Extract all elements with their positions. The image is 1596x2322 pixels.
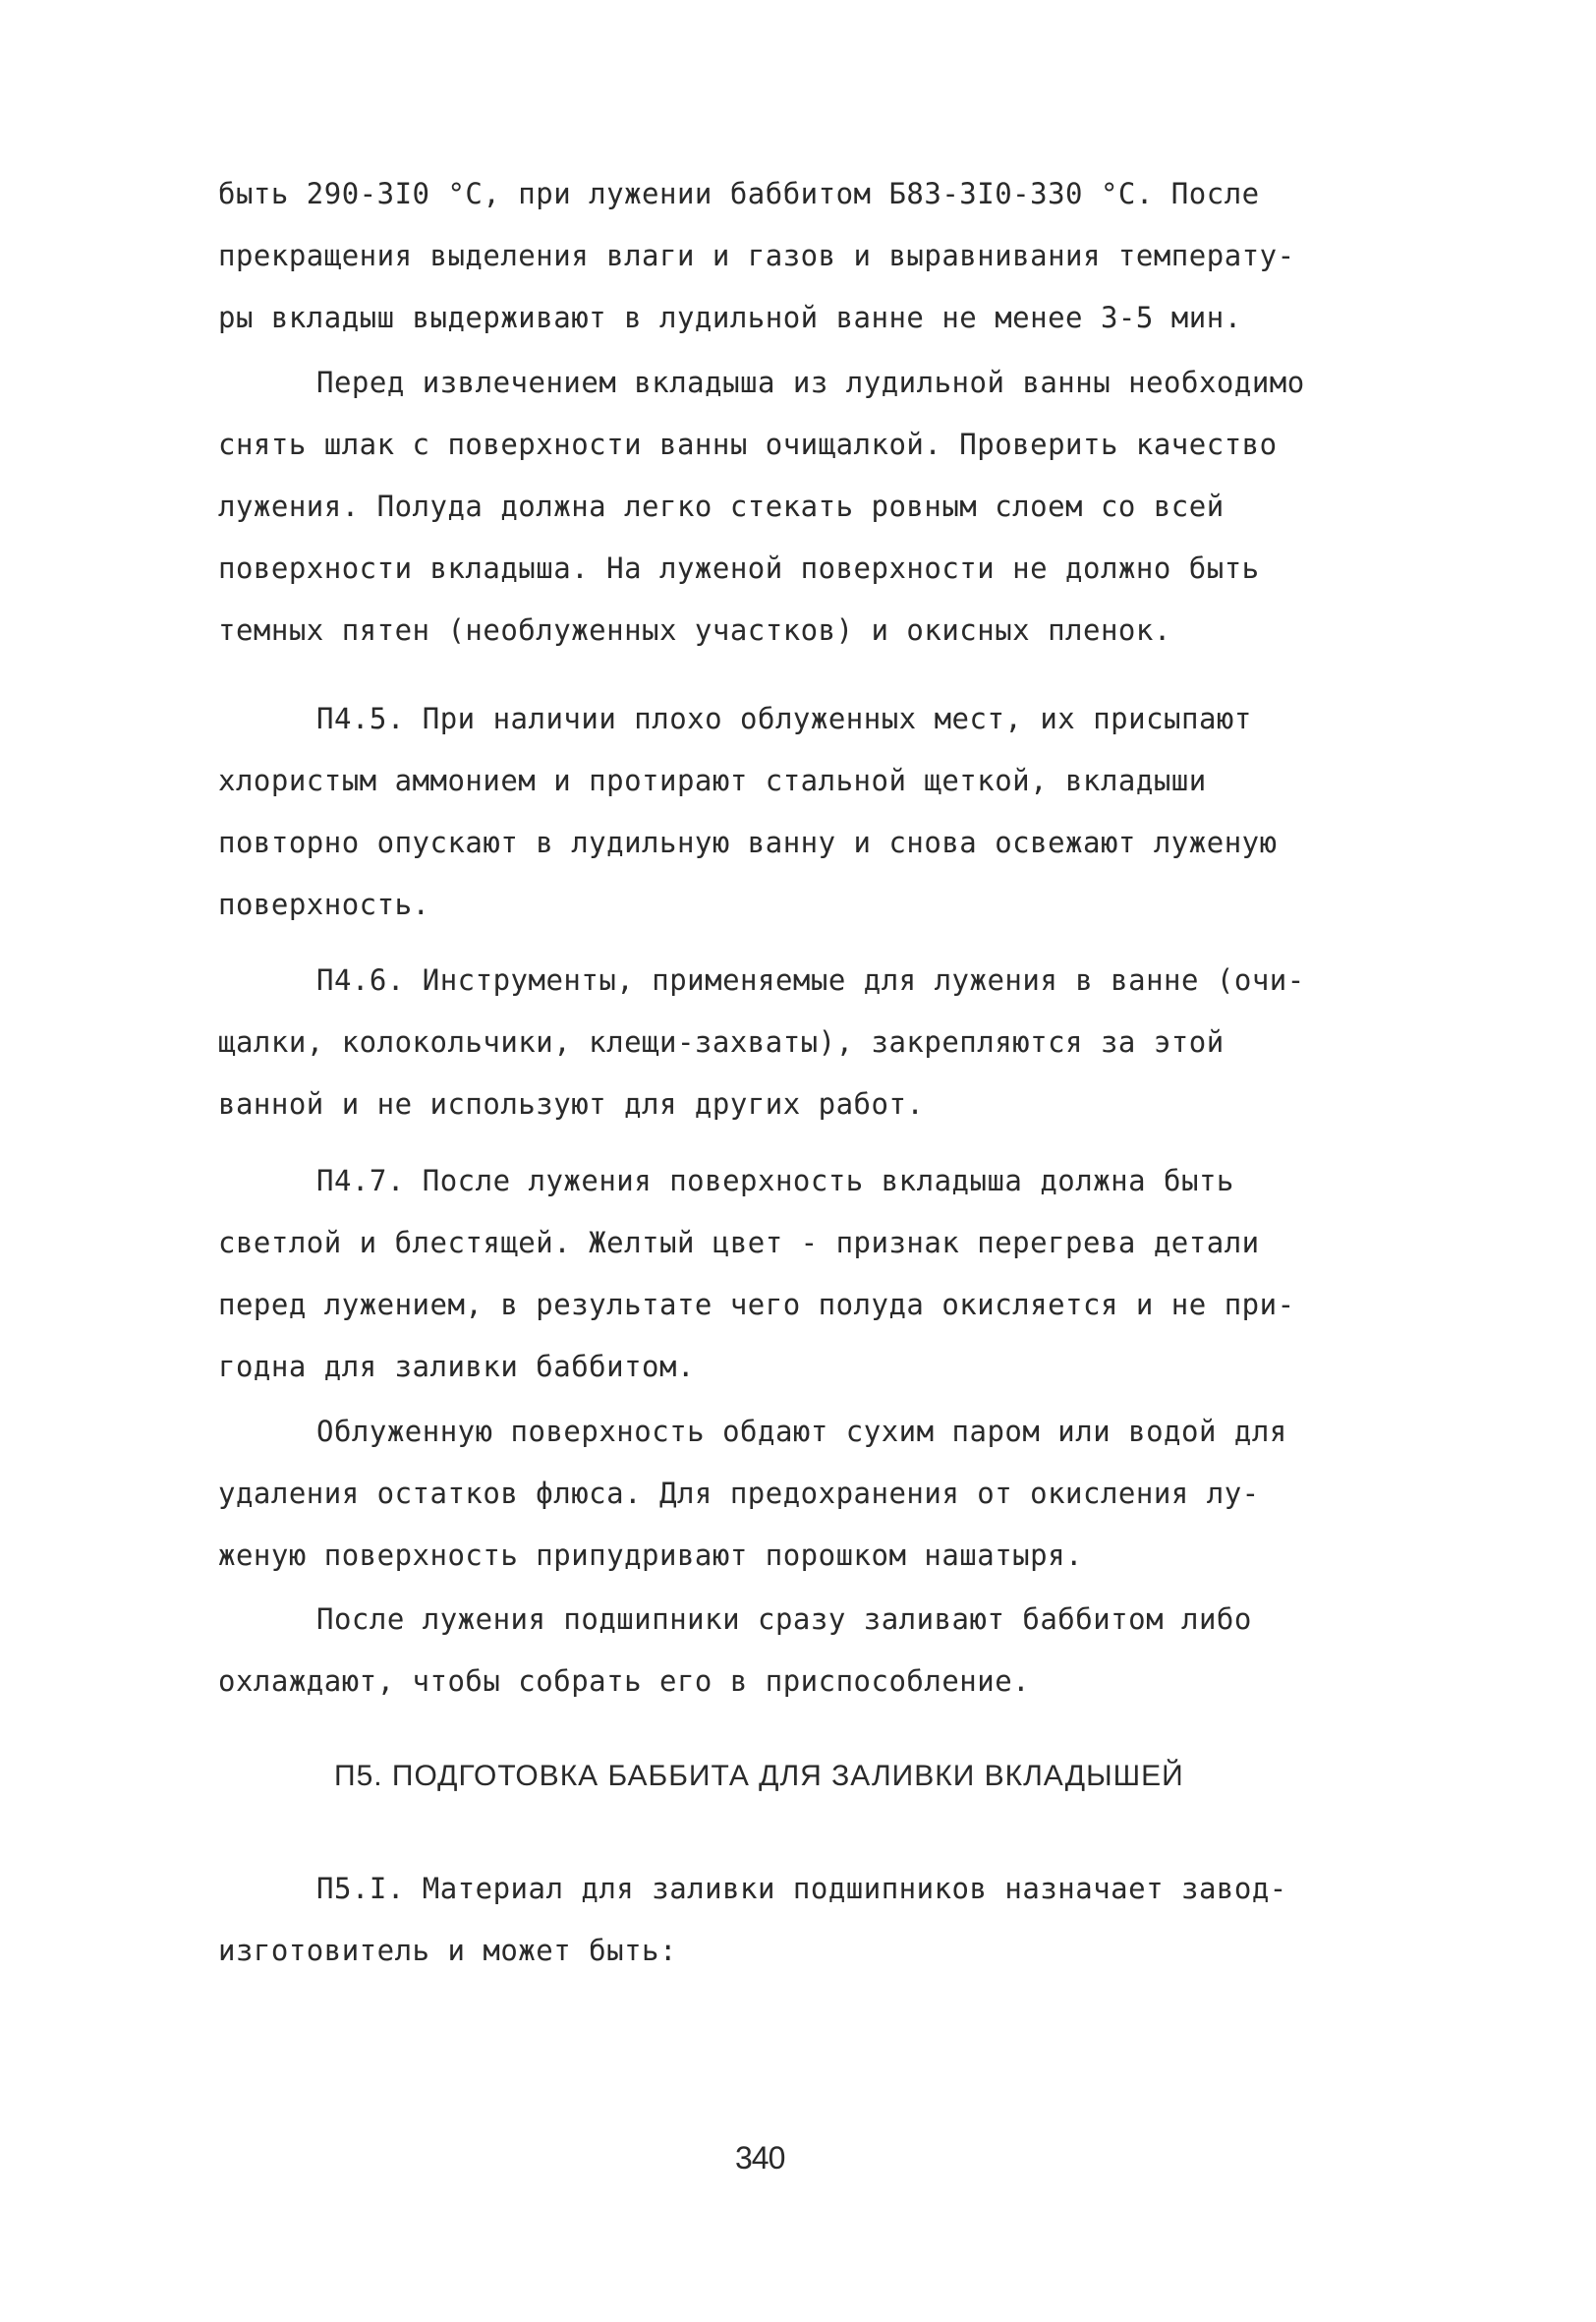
paragraph-p4-5: [218, 688, 1397, 936]
text-line: ры вкладыш выдерживают в лудильной ванне не менее 3-5 мин.: [218, 301, 1242, 334]
text-line: П4.5. При наличии плохо облуженных мест, их присыпают: [316, 702, 1252, 735]
text-line: П4.6. Инструменты, применяемые для лужения в ванне (очи-: [316, 963, 1305, 997]
text-line: удаления остатков флюса. Для предохранения от окисления лу-: [218, 1477, 1260, 1510]
text-line: щалки, колокольчики, клещи-захваты), закрепляются за этой: [218, 1025, 1225, 1059]
paragraph-removal-check: [218, 352, 1397, 662]
text-line: хлористым аммонием и протирают стальной щеткой, вкладыши: [218, 764, 1207, 797]
text-line: прекращения выделения влаги и газов и выравнивания температу-: [218, 239, 1295, 272]
text-line: поверхность.: [218, 888, 430, 921]
text-line: темных пятен (необлуженных участков) и окисных пленок.: [218, 613, 1171, 647]
text-line: быть 290-3I0 °С, при лужении баббитом Б83-3I0-330 °С. После: [218, 177, 1260, 210]
paragraph-p5-1: [218, 1858, 1397, 1982]
text-line: поверхности вкладыша. На луженой поверхности не должно быть: [218, 551, 1260, 585]
paragraph-p4-6: [218, 950, 1397, 1135]
text-line: Перед извлечением вкладыша из лудильной ванны необходимо: [316, 366, 1305, 399]
text-line: женую поверхность припудривают порошком нашатыря.: [218, 1538, 1084, 1572]
text-line: охлаждают, чтобы собрать его в приспособление.: [218, 1664, 1031, 1698]
text-line: изготовитель и может быть:: [218, 1934, 677, 1967]
text-line: П4.7. После лужения поверхность вкладыша должна быть: [316, 1164, 1234, 1197]
text-line: П5.I. Материал для заливки подшипников назначает завод-: [316, 1872, 1287, 1905]
text-line: снять шлак с поверхности ванны очищалкой. Проверить качество: [218, 428, 1278, 461]
paragraph-p4-7: [218, 1150, 1397, 1398]
text-line: лужения. Полуда должна легко стекать ровным слоем со всей: [218, 490, 1225, 523]
text-line: Облуженную поверхность обдают сухим паром или водой для: [316, 1415, 1287, 1448]
section-heading: П5. ПОДГОТОВКА БАББИТА ДЛЯ ЗАЛИВКИ ВКЛАДЫШЕЙ: [334, 1760, 1184, 1792]
text-line: перед лужением, в результате чего полуда окисляется и не при-: [218, 1288, 1295, 1321]
text-line: После лужения подшипники сразу заливают баббитом либо: [316, 1602, 1252, 1636]
text-line: светлой и блестящей. Желтый цвет - признак перегрева детали: [218, 1226, 1260, 1259]
paragraph-after-tinning: [218, 1589, 1397, 1712]
text-line: ванной и не используют для других работ.: [218, 1087, 925, 1121]
text-line: повторно опускают в лудильную ванну и снова освежают луженую: [218, 826, 1278, 859]
page-number: 340: [735, 2140, 785, 2176]
paragraph-continuation: [218, 163, 1397, 349]
paragraph-flux-removal: [218, 1401, 1397, 1587]
text-line: годна для заливки баббитом.: [218, 1350, 695, 1383]
